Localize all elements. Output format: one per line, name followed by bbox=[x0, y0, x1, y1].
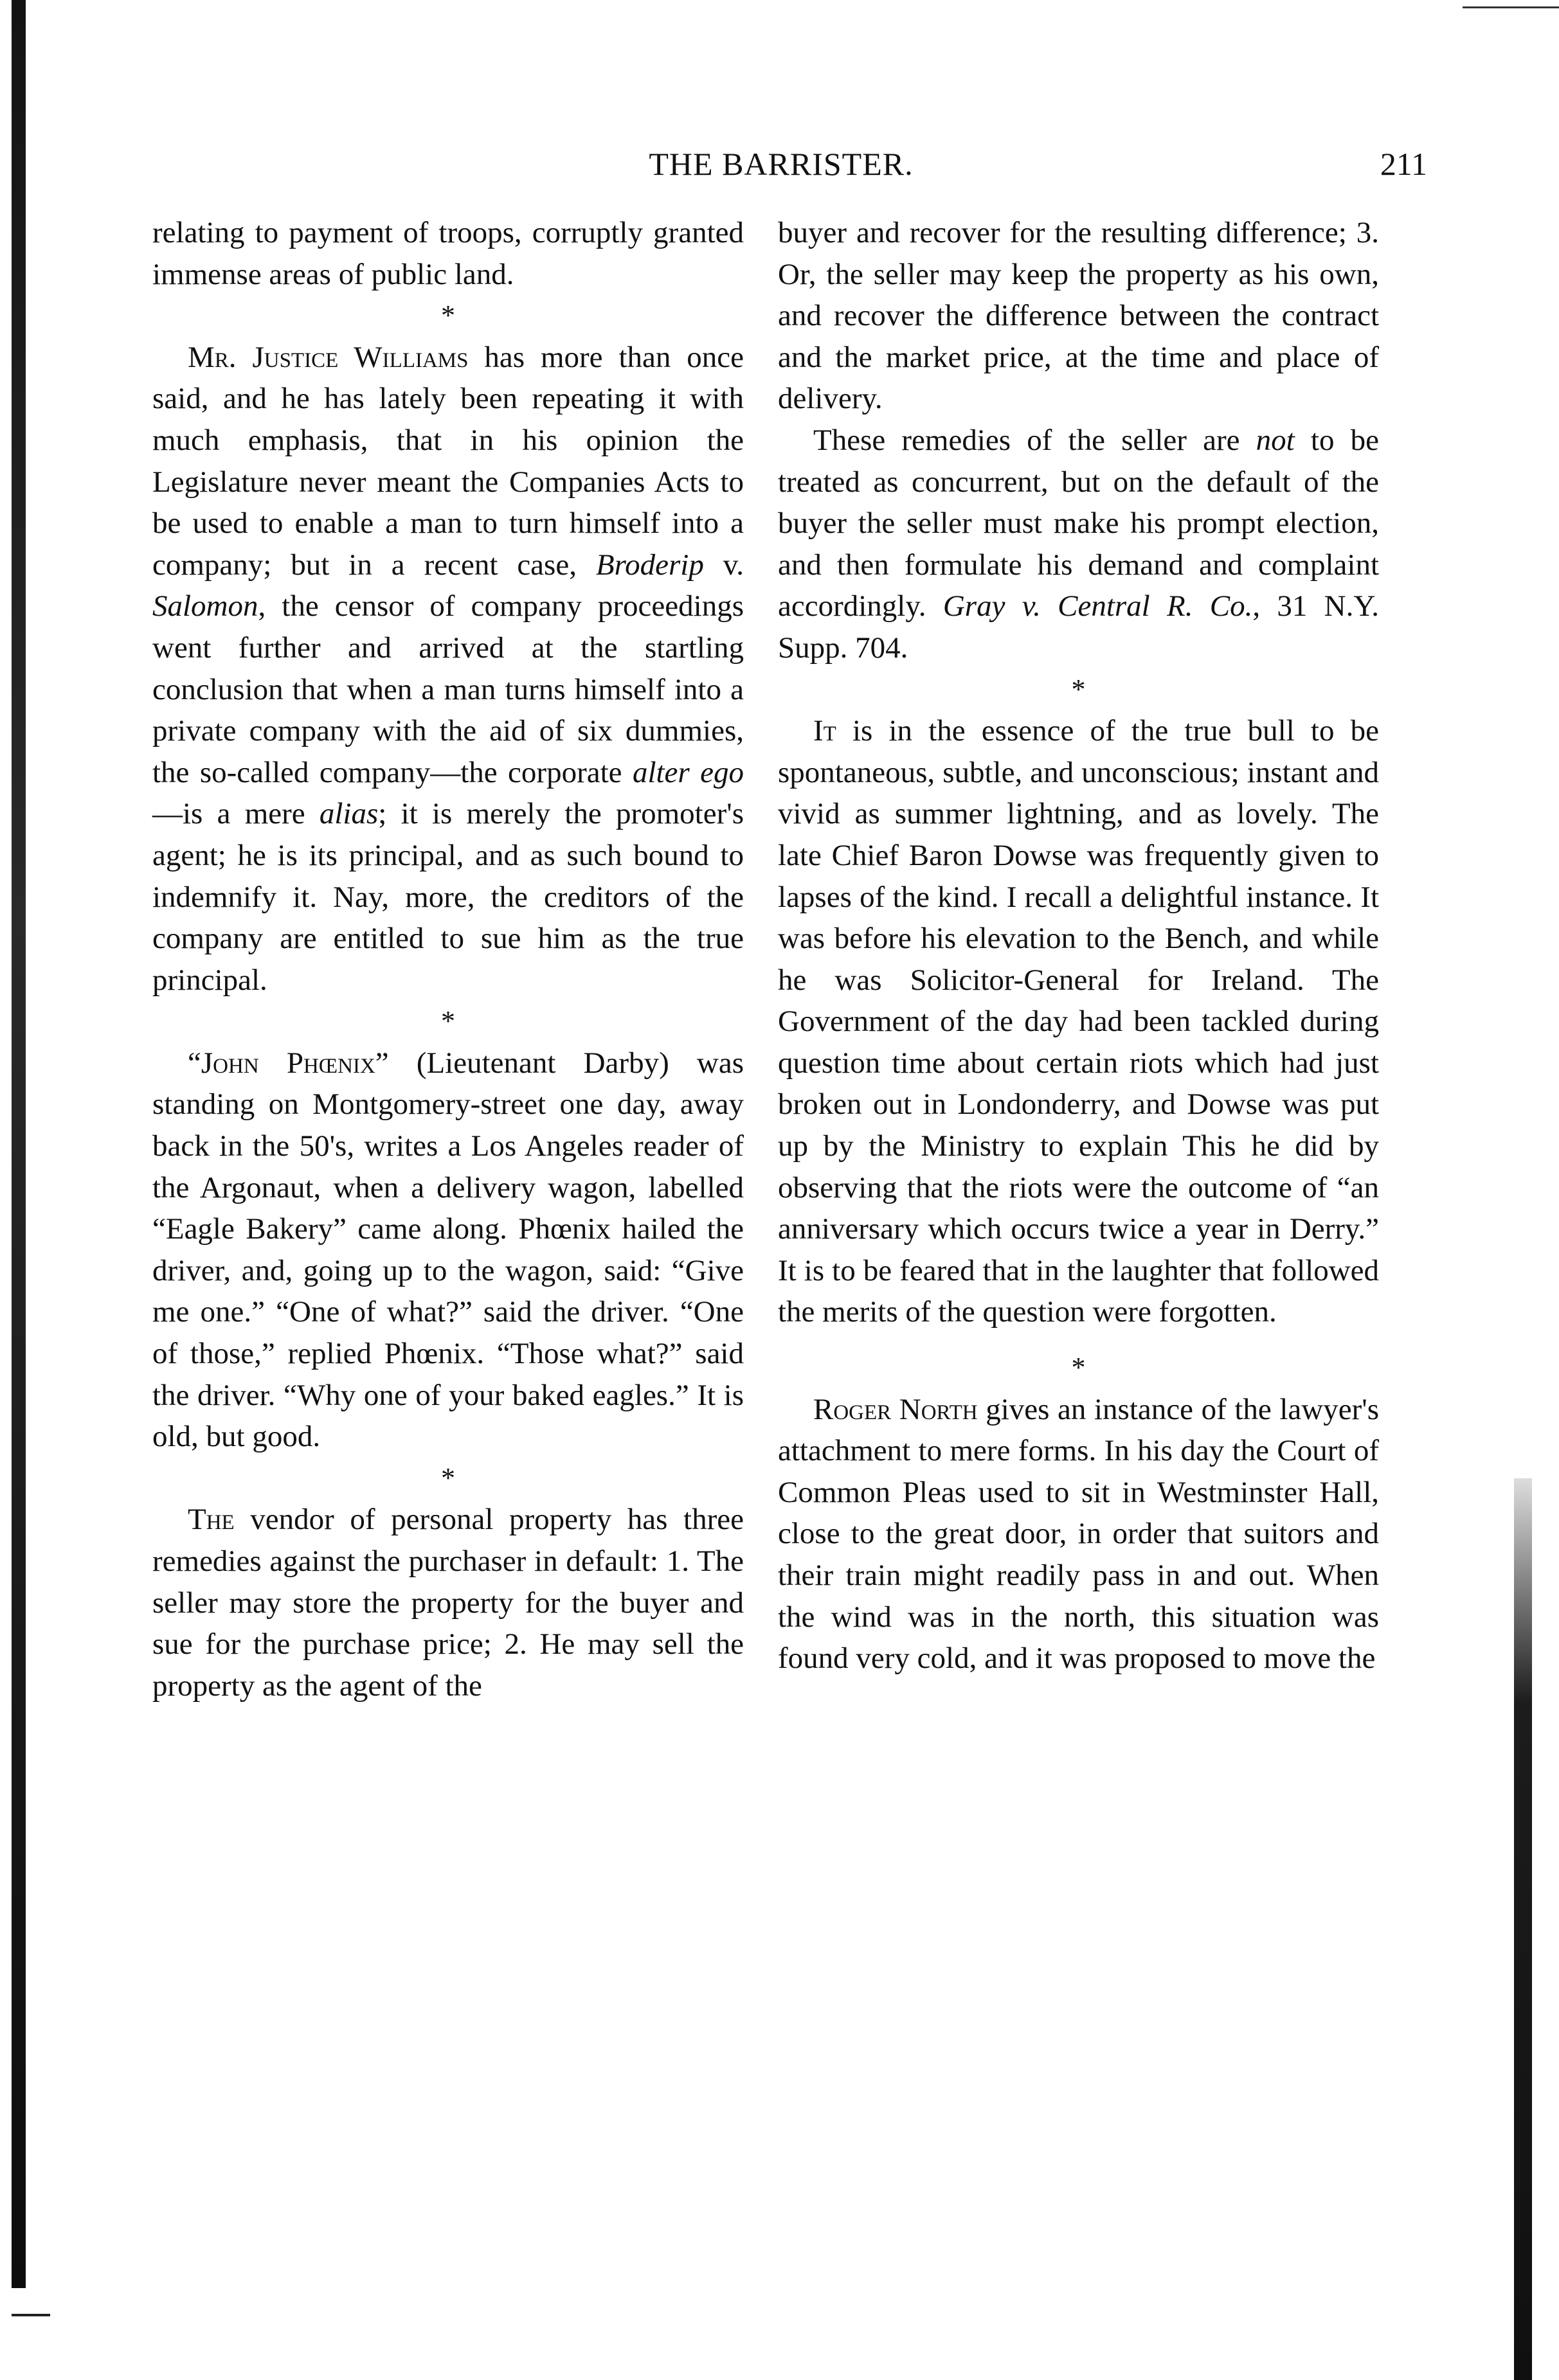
emphasis: not bbox=[1256, 423, 1295, 457]
page-header bbox=[135, 138, 1427, 190]
case-name: Gray v. Central R. Co. bbox=[942, 589, 1253, 623]
paragraph-irish-bull: It is in the essence of the true bull to be spontaneous, subtle, and unconscious; instant and vivid as summer lightning, and as lovely. The late Chief Baron Dowse was frequently given to lapses of the kind. I recall a delightful instance. It was before his elevation to the Bench, and while he was Solicitor-General for Ireland. The Government of the day had been tackled during question time about certain riots which had just broken out in Londonderry, and Dowse was put up by the Ministry to explain This he did by observing that the riots were the outcome of “an anniversary which occurs twice a year in Derry.” It is to be feared that in the laughter that followed the merits of the question were forgotten. bbox=[778, 714, 1379, 1329]
top-edge-mark bbox=[1463, 6, 1559, 8]
right-column bbox=[778, 212, 1379, 1679]
paragraph-continuation: relating to payment of troops, corruptly granted immense areas of public land. bbox=[152, 216, 744, 291]
section-separator: * bbox=[1071, 1352, 1086, 1384]
paragraph-roger-north: Roger North gives an instance of the lawyer's attachment to mere forms. In his day the Court of Common Pleas used to sit in Westminster Hall, close to the great door, in order that suitors and their train might readily pass in and out. When the wind was in the north, this situation was found very cold, and it was proposed to move the bbox=[778, 1392, 1379, 1676]
lead-words: The bbox=[188, 1503, 235, 1537]
section-separator: * bbox=[1071, 673, 1086, 705]
case-name: Broderip bbox=[595, 548, 704, 582]
paragraph-remedies-not-concurrent: These remedies of the seller are not to be treated as concurrent, but on the default of the buyer the seller must make his prompt election, and then formulate his demand and complaint accordingly. Gray v. Central R. Co., 31 N.Y. Supp. 704. bbox=[778, 423, 1379, 665]
lead-words: Mr. Justice Williams bbox=[188, 340, 469, 374]
left-column bbox=[152, 212, 744, 1706]
left-edge-mark bbox=[12, 2314, 50, 2316]
right-binding-edge bbox=[1514, 1478, 1532, 2380]
section-separator: * bbox=[441, 1005, 455, 1037]
left-binding-edge bbox=[12, 0, 26, 2288]
section-separator: * bbox=[441, 1462, 455, 1494]
section-separator: * bbox=[441, 300, 455, 332]
lead-words: It bbox=[813, 714, 836, 748]
latin-term: alias bbox=[319, 797, 379, 831]
latin-term: alter ego bbox=[632, 755, 744, 789]
paragraph-justice-williams: Mr. Justice Williams has more than once said, and he has lately been repeating it with much emphasis, that in his opinion the Legislature never meant the Companies Acts to be used to enable a man to turn himself into a company; but in a recent case, Broderip v. Salomon, the censor of company proceedings went further and arrived at the startling conclusion that when a man turns himself into a private company with the aid of six dummies, the so-called company—the corporate alter ego—is a mere alias; it is merely the promoter's agent; he is its principal, and as such bound to indemnify it. Nay, more, the creditors of the company are entitled to sue him as the true principal. bbox=[152, 340, 744, 997]
lead-words: Roger North bbox=[813, 1392, 978, 1426]
running-title: THE BARRISTER. bbox=[649, 146, 914, 182]
page-number: 211 bbox=[1380, 146, 1427, 182]
lead-words: John Phœnix bbox=[201, 1046, 375, 1080]
paragraph-john-phoenix: “John Phœnix” (Lieutenant Darby) was standing on Montgomery-street one day, away back in the 50's, writes a Los Angeles reader of the Argonaut, when a delivery wagon, labelled “Eagle Bakery” came along. Phœnix hailed the driver, and, going up to the wagon, said: “Give me one.” “One of what?” said the driver. “One of those,” replied Phœnix. “Those what?” said the driver. “Why one of your baked eagles.” It is old, but good. bbox=[152, 1046, 744, 1454]
case-name: Salomon bbox=[152, 589, 258, 623]
paragraph-continuation: buyer and recover for the resulting difference; 3. Or, the seller may keep the property as his own, and recover the difference between the contract and the market price, at the time and place of delivery. bbox=[778, 216, 1379, 416]
paragraph-vendor-remedies: The vendor of personal property has three remedies against the purchaser in default: 1. The seller may store the property for the buyer and sue for the purchase price; 2. He may sell the property as the agent of the bbox=[152, 1503, 744, 1703]
